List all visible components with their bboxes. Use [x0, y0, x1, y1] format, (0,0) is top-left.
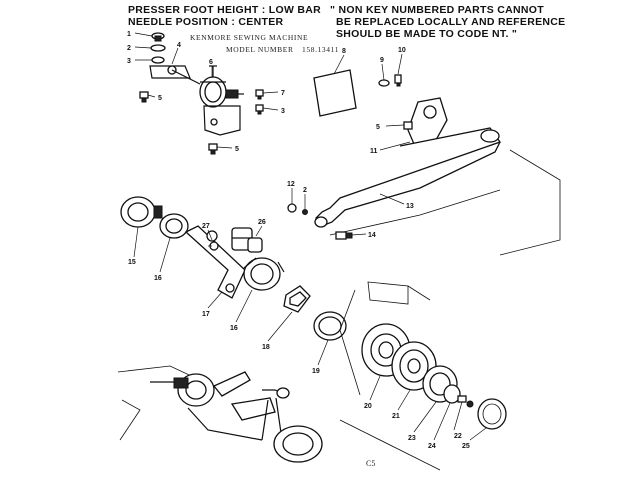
note-line-3: SHOULD BE MADE TO CODE NT. " — [336, 28, 518, 40]
callout-24: 24 — [428, 443, 436, 450]
callout-3: 3 — [127, 58, 131, 65]
callout-25: 25 — [462, 443, 470, 450]
model-label-text: MODEL NUMBER — [226, 45, 294, 54]
callout-14: 14 — [368, 232, 376, 239]
cam-stack-assembly — [121, 197, 346, 340]
callout-23: 23 — [408, 435, 416, 442]
callout-10: 10 — [398, 47, 406, 54]
callout-5b: 5 — [235, 146, 239, 153]
callout-3b: 3 — [281, 108, 285, 115]
callout-11: 11 — [370, 148, 378, 155]
callout-2: 2 — [127, 45, 131, 52]
callout-13: 13 — [406, 203, 414, 210]
setting-line-needle-position: NEEDLE POSITION : CENTER — [128, 16, 284, 28]
callout-9: 9 — [380, 57, 384, 64]
callout-20: 20 — [364, 403, 372, 410]
callout-2b: 2 — [303, 187, 307, 194]
setting-line-presser-foot: PRESSER FOOT HEIGHT : LOW BAR — [128, 4, 322, 16]
callout-5c: 5 — [376, 124, 380, 131]
brand-label: KENMORE SEWING MACHINE — [190, 33, 309, 42]
feed-bar-assembly — [288, 70, 560, 255]
callout-12: 12 — [287, 181, 295, 188]
callout-8: 8 — [342, 48, 346, 55]
callout-22: 22 — [454, 433, 462, 440]
callout-17: 17 — [202, 311, 210, 318]
callout-6: 6 — [209, 59, 213, 66]
callout-15: 15 — [128, 259, 136, 266]
callout-27: 27 — [202, 223, 210, 230]
model-number: 158.13411 — [302, 45, 340, 54]
callout-5: 5 — [158, 95, 162, 102]
presser-foot-assembly — [140, 33, 263, 154]
page-code: C5 — [366, 459, 376, 468]
callout-7: 7 — [281, 90, 285, 97]
callout-26: 26 — [258, 219, 266, 226]
callout-16: 16 — [154, 275, 162, 282]
callout-19: 19 — [312, 368, 320, 375]
callout-16b: 16 — [230, 325, 238, 332]
note-line-1: " NON KEY NUMBERED PARTS CANNOT — [330, 4, 544, 16]
callout-4: 4 — [177, 42, 181, 49]
callout-21: 21 — [392, 413, 400, 420]
callout-1: 1 — [127, 31, 131, 38]
note-line-2: BE REPLACED LOCALLY AND REFERENCE — [336, 16, 566, 28]
callout-18: 18 — [262, 344, 270, 351]
